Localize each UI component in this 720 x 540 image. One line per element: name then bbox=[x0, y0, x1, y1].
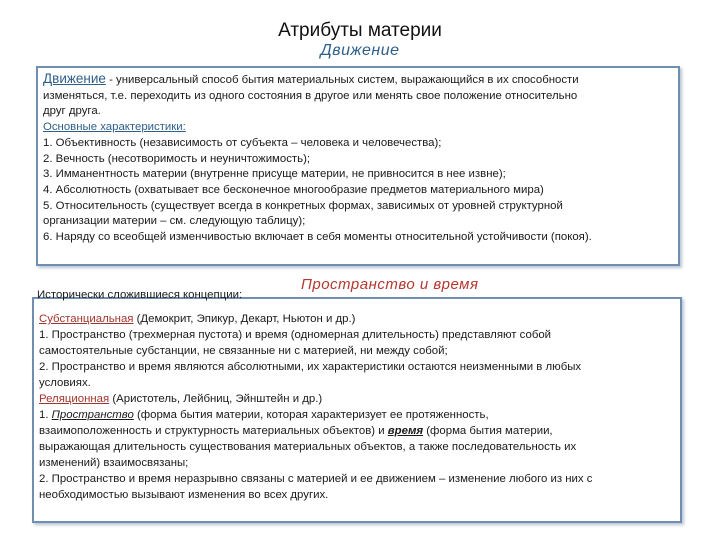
motion-definition-line bbox=[43, 71, 673, 89]
substantial-text: 2. Пространство и время являются абсолютными, их характеристики остаются неизменными в любых bbox=[39, 361, 582, 373]
historical-concepts-label: Исторически сложившиеся концепции: bbox=[37, 289, 243, 301]
characteristic-item: 6. Наряду со всеобщей изменчивостью включает в себя моменты относительной устойчивости (покоя). bbox=[43, 231, 592, 244]
relational-text: изменений) взаимосвязаны; bbox=[39, 457, 189, 469]
characteristic-item: 1. Объективность (независимость от субъекта – человека и человечества); bbox=[43, 136, 442, 149]
substantial-concept-line bbox=[39, 311, 675, 327]
space-time-box bbox=[32, 297, 682, 523]
characteristic-item: организации материи – см. следующую таблицу); bbox=[43, 215, 306, 228]
relational-text bbox=[39, 407, 675, 423]
motion-box bbox=[36, 66, 680, 266]
characteristic-item: 5. Относительность (существует всегда в конкретных формах, зависимых от уровней структурной bbox=[43, 199, 563, 212]
motion-definition-line: друг друга. bbox=[43, 105, 101, 118]
substantial-text: условиях. bbox=[39, 377, 91, 389]
relational-text: необходимостью вызывают изменения во всех других. bbox=[39, 489, 329, 501]
characteristics-heading: Основные характеристики: bbox=[43, 121, 186, 134]
relational-concept-line bbox=[39, 391, 675, 407]
relational-text: 2. Пространство и время неразрывно связаны с материей и ее движением – изменение любого из них с bbox=[39, 473, 593, 485]
relational-names: (Аристотель, Лейбниц, Эйнштейн и др.) bbox=[109, 393, 323, 405]
characteristic-item: 2. Вечность (несотворимость и неуничтожимость); bbox=[43, 152, 311, 165]
time-term: время bbox=[387, 425, 424, 437]
relational-prefix: 1. bbox=[39, 409, 52, 421]
relational-text-part: взаимоположенность и структурность материальных объектов) и bbox=[39, 425, 388, 437]
page-title: Атрибуты материи bbox=[278, 20, 442, 41]
substantial-names: (Демокрит, Эпикур, Декарт, Ньютон и др.) bbox=[133, 313, 356, 325]
page-subtitle: Движение bbox=[320, 42, 400, 59]
characteristic-item: 3. Имманентность материи (внутренне присуще материи, не привносится в нее извне); bbox=[43, 168, 506, 181]
relational-text-part: (форма бытия материи, bbox=[423, 425, 553, 437]
relational-label: Реляционная bbox=[39, 393, 110, 405]
motion-definition-line: изменяться, т.е. переходить из одного состояния в другое или менять свое положение относительно bbox=[43, 89, 578, 102]
relational-text bbox=[39, 423, 675, 439]
space-term: Пространство bbox=[51, 409, 134, 421]
relational-text: выражающая длительность существования материальных объектов, а также последовательность их bbox=[39, 441, 577, 453]
motion-definition-text: - универсальный способ бытия материальных систем, выражающийся в их способности bbox=[105, 74, 579, 86]
characteristic-item: 4. Абсолютность (охватывает все бесконечное многообразие предметов материального мира) bbox=[43, 183, 544, 196]
motion-term: Движение bbox=[43, 71, 106, 86]
space-time-heading: Пространство и время bbox=[298, 276, 481, 293]
substantial-label: Субстанциальная bbox=[39, 313, 134, 325]
relational-text-part: (форма бытия материи, которая характеризует ее протяженность, bbox=[133, 409, 489, 421]
substantial-text: самостоятельные субстанции, не связанные ни с материей, ни между собой; bbox=[39, 345, 448, 357]
substantial-text: 1. Пространство (трехмерная пустота) и время (одномерная длительность) представляют собой bbox=[39, 329, 552, 341]
